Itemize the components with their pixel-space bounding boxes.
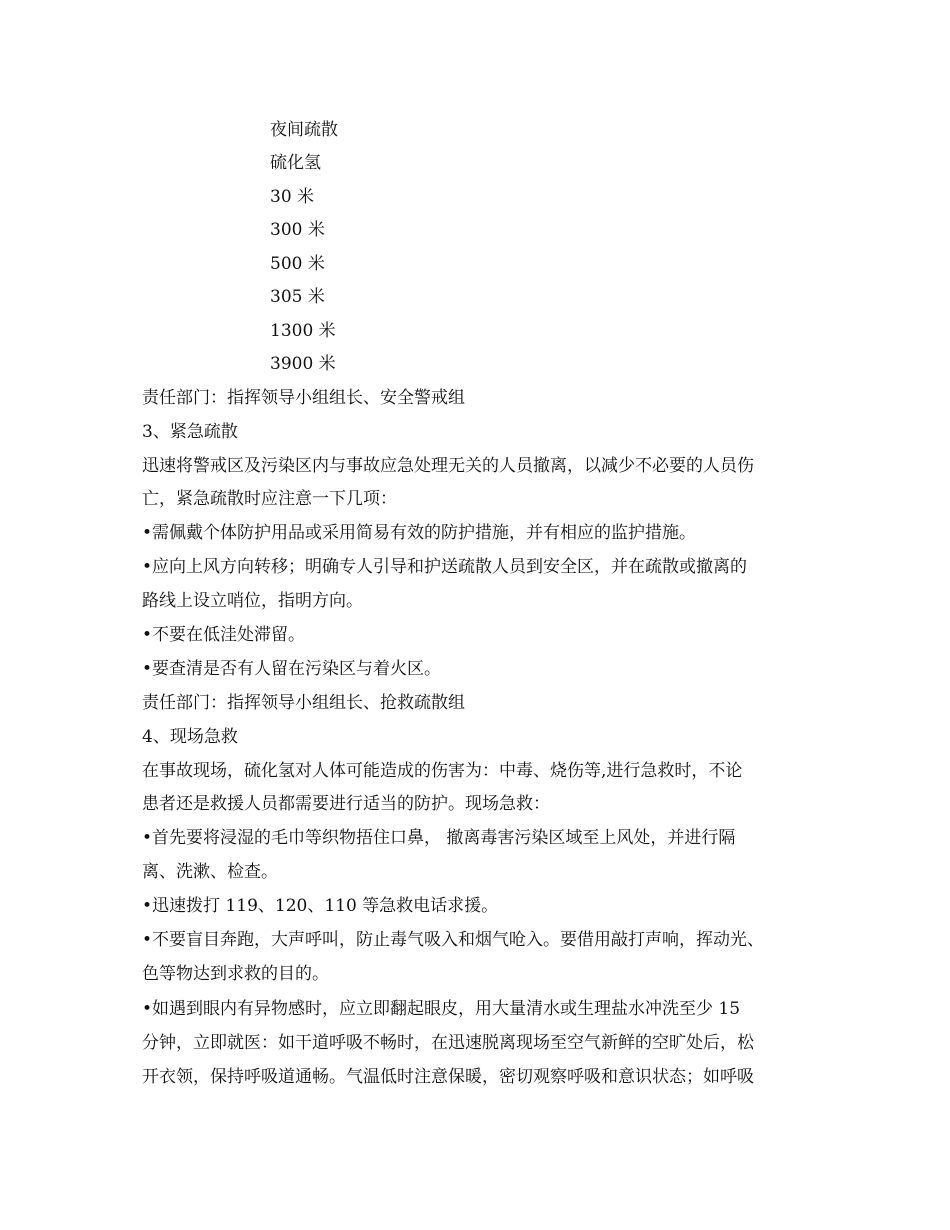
list-item: 30 米 xyxy=(270,187,315,207)
paragraph-line: 路线上设立哨位，指明方向。 xyxy=(142,591,363,611)
section-heading: 4、现场急救 xyxy=(142,727,238,747)
list-item: 1300 米 xyxy=(270,321,336,341)
responsibility-line: 责任部门：指挥领导小组组长、抢救疏散组 xyxy=(142,693,465,713)
bullet-item: •迅速拨打 119、120、110 等急救电话求援。 xyxy=(142,896,499,916)
list-item: 305 米 xyxy=(270,287,325,307)
paragraph-line: 离、洗漱、检查。 xyxy=(142,862,278,882)
bullet-item: •应向上风方向转移；明确专人引导和护送疏散人员到安全区，并在疏散或撤离的 xyxy=(142,557,748,577)
section-heading: 3、紧急疏散 xyxy=(142,422,238,442)
list-item: 3900 米 xyxy=(270,354,336,374)
list-item: 硫化氢 xyxy=(270,153,321,173)
list-item: 300 米 xyxy=(270,220,325,240)
bullet-item: •不要盲目奔跑，大声呼叫，防止毒气吸入和烟气呛入。要借用敲打声响，挥动光、 xyxy=(142,930,765,950)
paragraph-line: 在事故现场，硫化氢对人体可能造成的伤害为：中毒、烧伤等,进行急救时，不论 xyxy=(142,761,743,781)
bullet-item: •如遇到眼内有异物感时，应立即翻起眼皮，用大量清水或生理盐水冲洗至少 15 xyxy=(142,999,741,1019)
paragraph-line: 开衣领，保持呼吸道通畅。气温低时注意保暖，密切观察呼吸和意识状态；如呼吸 xyxy=(142,1067,754,1087)
bullet-item: •需佩戴个体防护用品或采用简易有效的防护措施，并有相应的监护措施。 xyxy=(142,523,697,543)
paragraph-line: 患者还是救援人员都需要进行适当的防护。现场急救： xyxy=(142,794,550,814)
list-item: 夜间疏散 xyxy=(270,120,338,140)
responsibility-line: 责任部门：指挥领导小组组长、安全警戒组 xyxy=(142,388,465,408)
paragraph-line: 迅速将警戒区及污染区内与事故应急处理无关的人员撤离，以减少不必要的人员伤 xyxy=(142,456,754,476)
list-item: 500 米 xyxy=(270,254,325,274)
paragraph-line: 分钟，立即就医：如干道呼吸不畅时，在迅速脱离现场至空气新鲜的空旷处后，松 xyxy=(142,1033,754,1053)
bullet-item: •不要在低洼处滞留。 xyxy=(142,625,306,645)
bullet-item: •要查清是否有人留在污染区与着火区。 xyxy=(142,659,442,679)
bullet-item: •首先要将浸湿的毛巾等织物捂住口鼻， 撤离毒害污染区域至上风处，并进行隔 xyxy=(142,828,736,848)
paragraph-line: 亡，紧急疏散时应注意一下几项： xyxy=(142,489,397,509)
paragraph-line: 色等物达到求救的目的。 xyxy=(142,964,329,984)
